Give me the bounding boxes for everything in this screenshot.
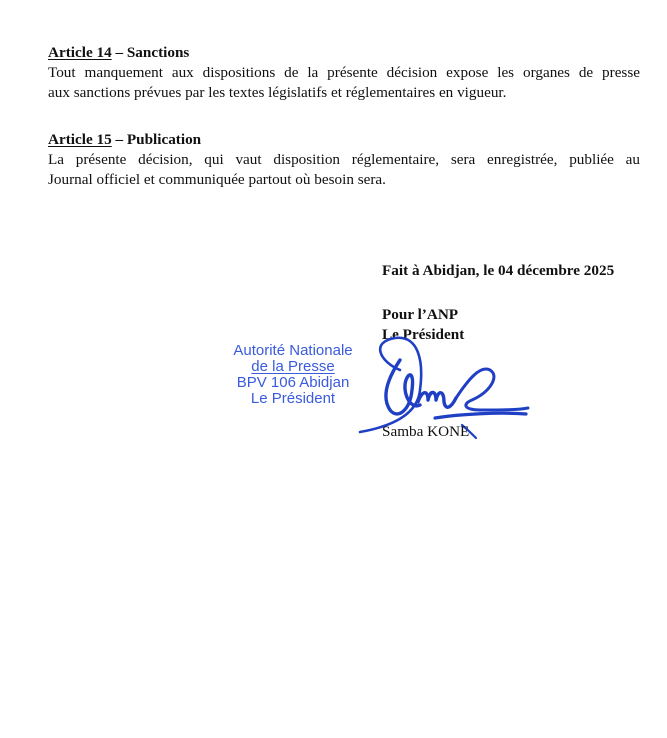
article-separator: – xyxy=(111,131,127,148)
article-body xyxy=(48,63,640,103)
stamp-line: Le Président xyxy=(250,390,336,407)
on-behalf-line: Pour l’ANP xyxy=(382,306,459,323)
place-and-date: Fait à Abidjan, le 04 décembre 2025 xyxy=(382,262,615,279)
article-body-line: Journal officiel et communiquée partout où besoin sera. xyxy=(48,171,386,188)
official-stamp xyxy=(218,343,368,407)
stamp-line: de la Presse xyxy=(251,358,335,375)
article-title: Publication xyxy=(126,131,202,148)
article-heading xyxy=(48,43,640,63)
article-separator: – xyxy=(111,44,127,61)
article-heading xyxy=(48,130,640,150)
article-body xyxy=(48,150,640,190)
signatory-name: Samba KONE xyxy=(382,423,470,440)
article-title: Sanctions xyxy=(126,44,190,61)
article-15 xyxy=(48,130,640,190)
article-14 xyxy=(48,43,640,103)
article-body-line: aux sanctions prévues par les textes législatifs et réglementaires en vigueur. xyxy=(48,84,507,101)
article-body-line: Tout manquement aux dispositions de la présente décision expose les organes de presse xyxy=(48,64,640,81)
article-number: Article 14 xyxy=(48,44,112,61)
article-body-line: La présente décision, qui vaut disposition réglementaire, sera enregistrée, publiée au xyxy=(48,151,640,168)
stamp-line: Autorité Nationale xyxy=(233,342,353,359)
stamp-line: BPV 106 Abidjan xyxy=(236,374,350,391)
signatory-role: Le Président xyxy=(382,326,465,343)
article-number: Article 15 xyxy=(48,131,112,148)
